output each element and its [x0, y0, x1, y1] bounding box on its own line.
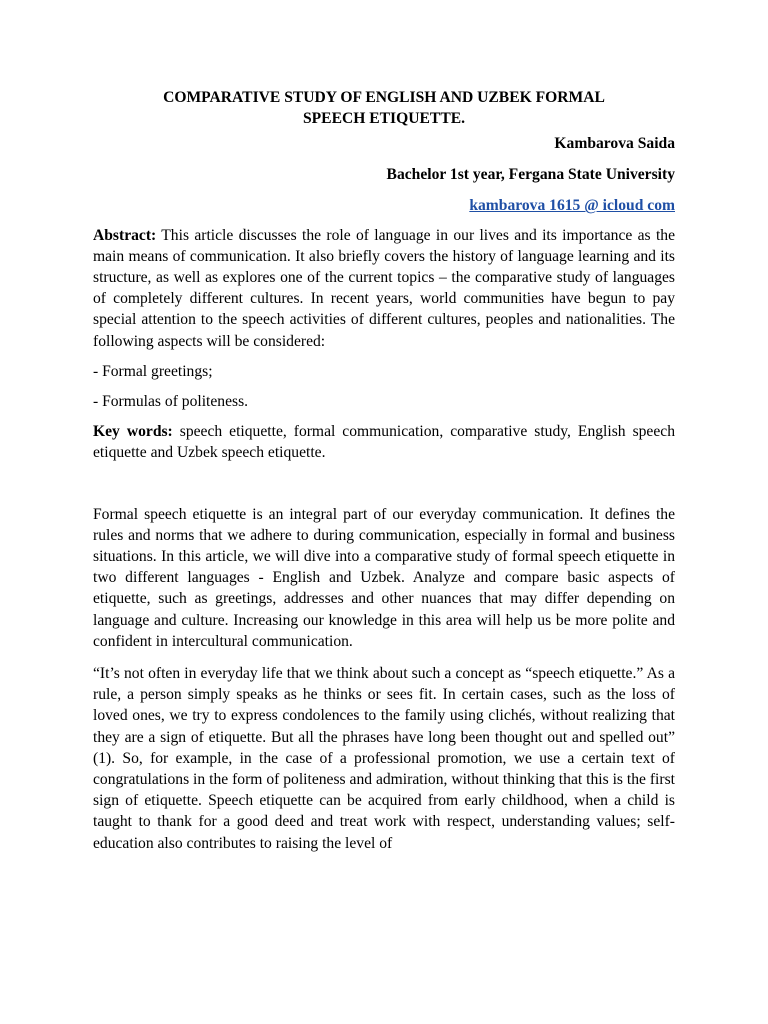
abstract-paragraph: [93, 225, 675, 352]
author-email-link[interactable]: kambarova 1615 @ icloud com: [469, 197, 675, 215]
aspect-item: - Formal greetings;: [93, 362, 213, 380]
author-name: Kambarova Saida: [554, 135, 675, 152]
keywords-paragraph: [93, 421, 675, 463]
document-page: [93, 87, 675, 854]
title-line-1: COMPARATIVE STUDY OF ENGLISH AND UZBEK FORMAL: [163, 89, 605, 106]
keywords-label: Key words:: [93, 423, 173, 441]
page-title: [93, 87, 675, 129]
body-paragraph: Formal speech etiquette is an integral part of our everyday communication. It defines the rules and norms that we adhere to during communication, especially in formal and business situations. In this article, we will dive into a comparative study of formal speech etiquette in two different languages - English and Uzbek. Analyze and compare basic aspects of etiquette, such as greetings, addresses and other nuances that may differ depending on language and culture. Increasing our knowledge in this area will help us be more polite and confident in intercultural communication.: [93, 505, 675, 650]
keywords-text: speech etiquette, formal communication, comparative study, English speech etiquette and Uzbek speech etiquette.: [93, 423, 675, 462]
abstract-text: This article discusses the role of language in our lives and its importance as the main means of communication. It also briefly covers the history of language learning and its structure, as well as explores one of the current topics – the comparative study of languages of completely different cultures. In recent years, world communities have begun to pay special attention to the speech activities of different cultures, peoples and nationalities. The following aspects will be considered:: [93, 226, 675, 350]
author-affiliation: Bachelor 1st year, Fergana State University: [386, 166, 675, 184]
title-line-2: SPEECH ETIQUETTE.: [302, 110, 466, 127]
abstract-label: Abstract:: [93, 226, 157, 244]
aspect-item: - Formulas of politeness.: [93, 393, 249, 411]
body-paragraph: “It’s not often in everyday life that we think about such a concept as “speech etiquette.” As a rule, a person simply speaks as he thinks or sees fit. In certain cases, such as the loss of loved ones, we try to express condolences to the family using clichés, without realizing that they are a sign of etiquette. But all the phrases have long been thought out and spelled out” (1). So, for example, in the case of a professional promotion, we use a certain text of congratulations in the form of politeness and admiration, without thinking that this is the first sign of etiquette. Speech etiquette can be acquired from early childhood, when a child is taught to thank for a good deed and treat work with respect, understanding values; self-education also contributes to raising the level of: [93, 665, 675, 852]
